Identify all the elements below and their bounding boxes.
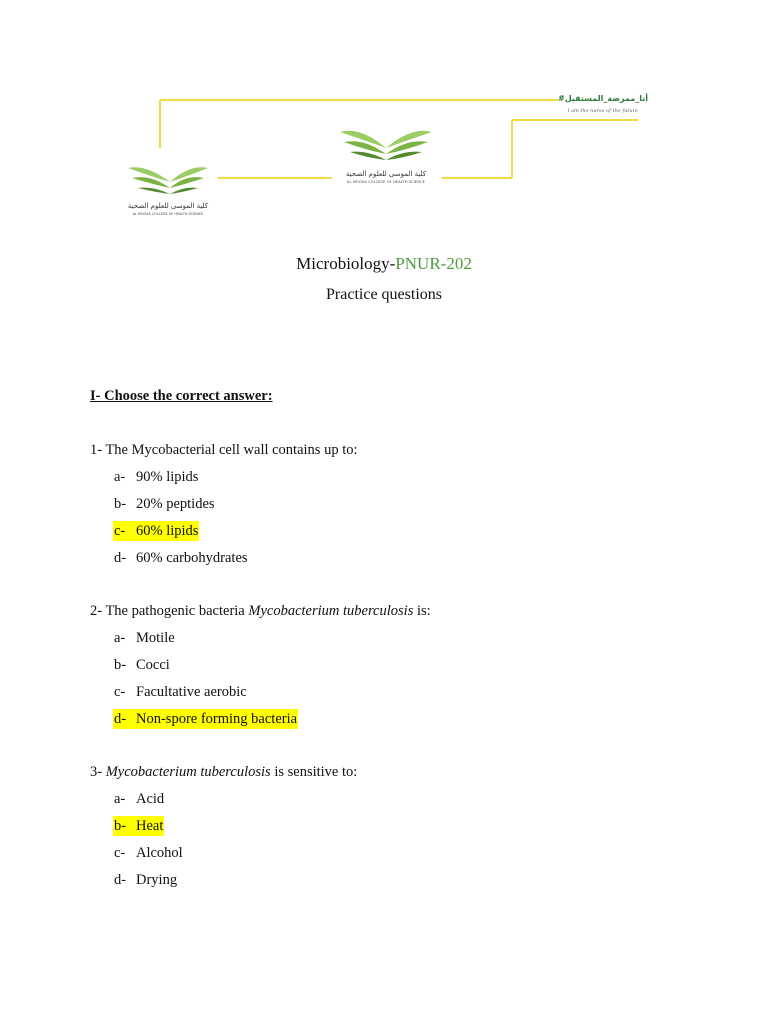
- question-number: 2-: [90, 603, 106, 619]
- option-c: [90, 842, 730, 869]
- question-text-end: is:: [413, 603, 431, 619]
- species-name: Mycobacterium tuberculosis: [105, 764, 271, 780]
- question-text: is sensitive to:: [270, 764, 358, 780]
- option-letter: c-: [114, 523, 126, 539]
- option-b: [90, 815, 730, 842]
- course-code: PNUR-202: [395, 254, 472, 273]
- option-text-wrap: [113, 467, 199, 487]
- question-stem: [90, 439, 730, 461]
- option-d: [90, 547, 730, 574]
- option-text: 60% carbohydrates: [136, 550, 248, 566]
- header-banner: [118, 90, 650, 220]
- options-list: [90, 627, 730, 735]
- tagline-arabic: #أنا_ممرضة_المستقبل: [558, 94, 649, 103]
- college-name-arabic-left: كلية الموسى للعلوم الصحية: [127, 202, 209, 210]
- option-text: 60% lipids: [136, 523, 199, 539]
- highlighted-answer: [113, 521, 199, 541]
- question-number: 3-: [90, 764, 106, 780]
- option-text: Non-spore forming bacteria: [136, 711, 298, 727]
- option-text: 90% lipids: [136, 469, 199, 485]
- college-name-english-left: AL MOOSA COLLEGE OF HEALTH SCIENCE: [132, 212, 204, 216]
- option-letter: c-: [114, 684, 126, 700]
- option-text-wrap: [113, 682, 248, 702]
- question-text: The Mycobacterial cell wall contains up to:: [105, 442, 358, 458]
- question-3: [90, 761, 730, 896]
- option-a: [90, 466, 730, 493]
- option-letter: d-: [114, 711, 127, 727]
- document-subtitle: Practice questions: [326, 286, 442, 303]
- option-text-wrap: [113, 870, 178, 890]
- question-number: 1-: [90, 442, 106, 458]
- option-letter: b-: [114, 818, 127, 834]
- option-letter: b-: [114, 657, 127, 673]
- option-text: Facultative aerobic: [136, 684, 247, 700]
- question-1: [90, 439, 730, 574]
- option-letter: d-: [114, 872, 127, 888]
- option-text: Heat: [136, 818, 164, 834]
- option-text: Drying: [136, 872, 178, 888]
- option-text-wrap: [113, 843, 184, 863]
- options-list: [90, 466, 730, 574]
- college-logo-center-icon: [340, 131, 432, 160]
- question-stem: [90, 600, 730, 622]
- option-text: Acid: [136, 791, 165, 807]
- option-a: [90, 627, 730, 654]
- option-text: Alcohol: [136, 845, 183, 861]
- species-name: Mycobacterium tuberculosis: [248, 603, 414, 619]
- option-d: [90, 869, 730, 896]
- college-logo-left-icon: [128, 167, 208, 194]
- option-a: [90, 788, 730, 815]
- option-b: [90, 493, 730, 520]
- question-stem: [90, 761, 730, 783]
- highlighted-answer: [113, 709, 298, 729]
- options-list: [90, 788, 730, 896]
- option-b: [90, 654, 730, 681]
- option-text: 20% peptides: [136, 496, 215, 512]
- college-name-arabic-center: كلية الموسى للعلوم الصحية: [345, 170, 427, 178]
- section-heading: I- Choose the correct answer:: [90, 388, 273, 404]
- option-text: Cocci: [136, 657, 170, 673]
- option-text-wrap: [113, 789, 165, 809]
- option-text-wrap: [113, 628, 176, 648]
- option-c: [90, 520, 730, 547]
- option-c: [90, 681, 730, 708]
- option-letter: d-: [114, 550, 127, 566]
- option-letter: a-: [114, 469, 126, 485]
- college-name-english-center: AL MOOSA COLLEGE OF HEALTH SCIENCE: [346, 180, 426, 184]
- question-text: The pathogenic bacteria: [105, 603, 249, 619]
- option-text-wrap: [113, 494, 216, 514]
- option-letter: a-: [114, 791, 126, 807]
- option-d: [90, 708, 730, 735]
- highlighted-answer: [113, 816, 164, 836]
- course-name: Microbiology-: [296, 254, 396, 273]
- document-title: [0, 254, 768, 274]
- option-text-wrap: [113, 548, 249, 568]
- option-letter: a-: [114, 630, 126, 646]
- option-text-wrap: [113, 655, 171, 675]
- question-2: [90, 600, 730, 735]
- option-text: Motile: [136, 630, 175, 646]
- option-letter: c-: [114, 845, 126, 861]
- tagline-english: I am the nurse of the future: [567, 108, 638, 114]
- option-letter: b-: [114, 496, 127, 512]
